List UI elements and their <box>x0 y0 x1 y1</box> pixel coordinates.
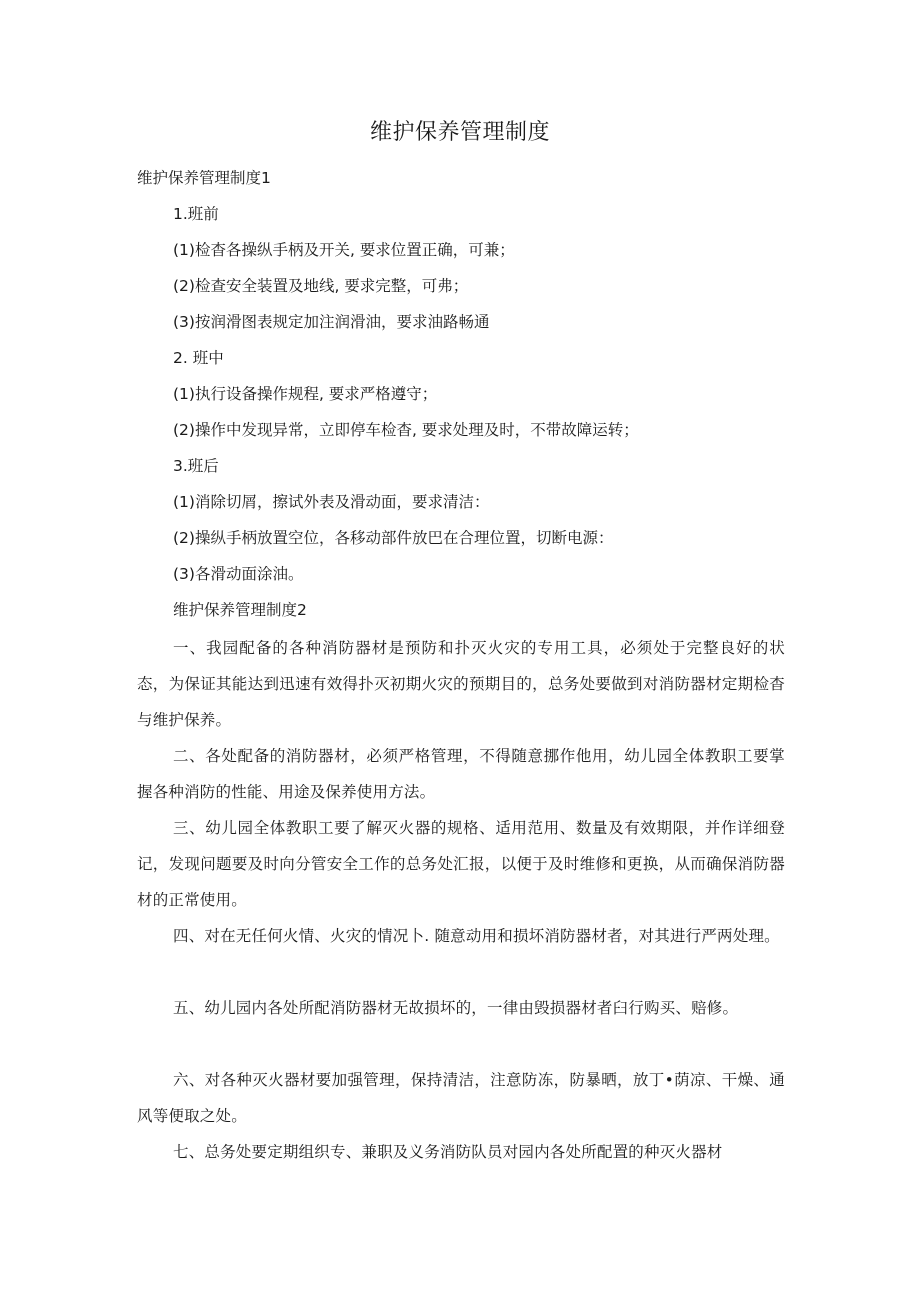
section-1-line: (1)检杳各操纵手柄及开关, 要求位置正确，可兼； <box>173 241 515 259</box>
section-1-line: 3.班后 <box>173 457 219 475</box>
section-2-paragraph: 一、我园配备的各种消防器材是预防和扑灭火灾的专用工具，必须处于完整良好的状态，为保证其能达到迅速有效得扑灭初期火灾的预期目的，总务处要做到对消防器材定期检杳与维护保养。 <box>137 639 785 729</box>
section-1-line: (1)消除切屑，擦试外表及滑动面，要求清洁： <box>173 493 490 511</box>
section-1-line: (3)按润滑图表规定加注润滑油，要求油路畅通 <box>173 313 490 331</box>
section-1-line: (1)执行设备操作规程, 要求严格遵守； <box>173 385 438 403</box>
section-1-line: 1.班前 <box>173 205 219 223</box>
section-2-paragraph: 四、对在无任何火情、火灾的情况卜. 随意动用和损坏消防器材者，对其进行严两处理。 <box>173 927 780 945</box>
section-2-paragraph: 三、幼儿园全体教职工要了解灭火器的规格、适用范用、数量及有效期限，并作详细登记，发现问题要及时向分管安全工作的总务处汇报，以便于及时维修和更换，从而确保消防器材的正常使用。 <box>137 819 785 909</box>
section-1-heading: 维护保养管理制度1 <box>137 169 271 187</box>
section-2-heading: 维护保养管理制度2 <box>173 601 307 619</box>
section-1-line: (3)各滑动面涂油。 <box>173 565 304 583</box>
document-title: 维护保养管理制度 <box>369 120 550 145</box>
section-1-line: 2. 班中 <box>173 349 224 367</box>
section-1-line: (2)操作中发现异常，立即停车检杳, 要求处理及时，不带故障运转； <box>173 421 639 439</box>
section-1-line: (2)操纵手柄放置空位，各移动部件放巴在合理位置，切断电源： <box>173 529 614 547</box>
section-2-paragraph: 六、对各种灭火器材要加强管理，保持清洁，注意防冻，防暴晒，放丁•荫凉、干燥、通风等便取之处。 <box>137 1071 785 1125</box>
section-2-paragraph: 五、幼儿园内各处所配消防器材无故损坏的，一律由毁损器材者臼行购买、赔修。 <box>173 999 739 1017</box>
section-2-paragraph: 二、各处配备的消防器材，必须严格管理，不得随意挪作他用，幼儿园全体教职工要掌握各种消防的性能、用途及保养使用方法。 <box>137 747 785 801</box>
section-1-line: (2)检查安全装置及地线, 要求完整，可弗； <box>173 277 469 295</box>
section-2-paragraph: 七、总务处要定期组织专、兼职及义务消防队员对园内各处所配置的种灭火器材 <box>173 1143 723 1161</box>
